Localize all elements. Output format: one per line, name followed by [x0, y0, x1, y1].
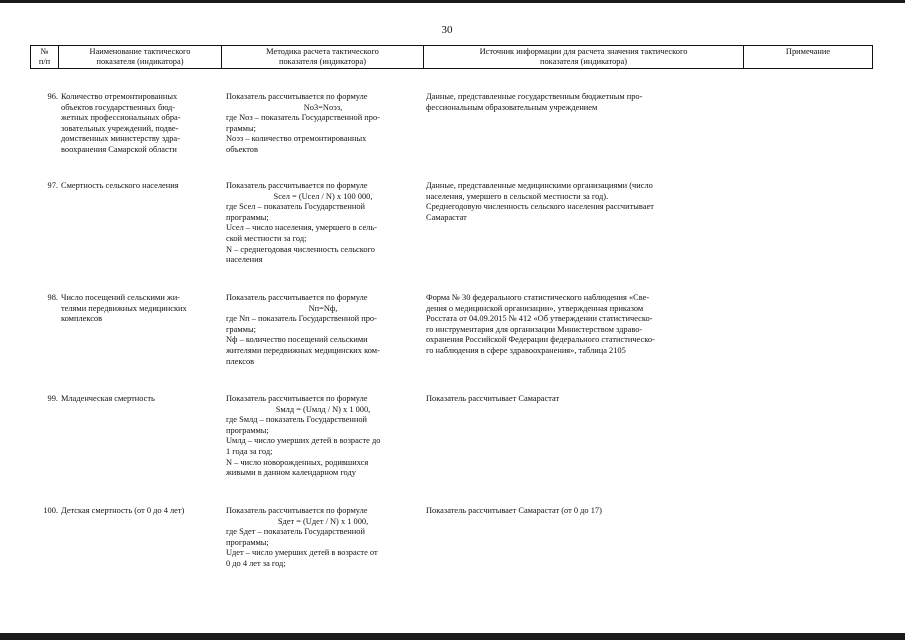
- text-line: 1 года за год;: [226, 446, 273, 456]
- header-text: Источник информации для расчета значения тактического: [479, 47, 688, 56]
- row-number: 100.: [43, 506, 58, 515]
- header-text: показателя (индикатора): [278, 57, 366, 66]
- text-line: Показатель рассчитывает Самарастат (от 0 до 17): [426, 506, 602, 515]
- page-number: 30: [441, 24, 453, 36]
- text-line: жителями передвижных медицинских ком-: [226, 345, 380, 355]
- text-line: Nоэз – количество отремонтированных: [226, 134, 367, 144]
- row-number: 97.: [47, 181, 58, 190]
- indicator-name: [61, 394, 223, 405]
- text-line: программы;: [226, 212, 269, 222]
- text-line: Росстата от 04.09.2015 № 412 «Об утверждении статистическо-: [426, 314, 653, 324]
- text-line: Среднегодовую численность сельского населения рассчитывает: [426, 202, 654, 212]
- text-line: Показатель рассчитывается по формуле: [226, 181, 368, 190]
- header-note-column: [744, 46, 872, 68]
- text-line: Показатель рассчитывает Самарастат: [426, 394, 560, 403]
- text-line: Nф – количество посещений сельскими: [226, 335, 368, 345]
- header-number-column: [31, 46, 59, 68]
- header-text: п/п: [38, 57, 51, 66]
- header-text: №: [40, 47, 49, 56]
- text-line: жетных профессиональных обра-: [61, 113, 181, 123]
- text-line: Данные, представленные медицинскими организациями (число: [426, 181, 653, 190]
- row-number: 99.: [47, 394, 58, 403]
- text-line: Показатель рассчитывается по формуле: [226, 506, 368, 515]
- text-line: где Nоз – показатель Государственной про-: [226, 113, 380, 123]
- text-line: населения, умершего в сельской местности за год).: [426, 191, 609, 201]
- row-number: 98.: [47, 293, 58, 302]
- information-source: [426, 293, 718, 357]
- indicator-name: [61, 293, 223, 325]
- text-line: где Nп – показатель Государственной про-: [226, 314, 377, 324]
- text-line: Младенческая смертность: [61, 394, 155, 403]
- information-source: [426, 506, 718, 517]
- text-line: где Sмлд – показатель Государственной: [226, 415, 368, 425]
- header-text: Методика расчета тактического: [266, 47, 379, 56]
- formula: Sмлд = (Uмлд / N) x 1 000,: [275, 404, 371, 414]
- calculation-method: [226, 181, 420, 266]
- bottom-border: [0, 633, 905, 640]
- text-line: Самарастат: [426, 212, 467, 222]
- text-line: программы;: [226, 537, 269, 547]
- indicator-name: [61, 181, 223, 192]
- text-line: Показатель рассчитывается по формуле: [226, 293, 368, 302]
- header-text: показателя (индикатора): [96, 57, 184, 66]
- text-line: Uдет – число умерших детей в возрасте от: [226, 548, 378, 558]
- information-source: [426, 92, 718, 113]
- text-line: Число посещений сельскими жи-: [61, 293, 180, 302]
- text-line: N – среднегодовая численность сельского: [226, 244, 375, 254]
- text-line: N – число новорожденных, родившихся: [226, 457, 369, 467]
- calculation-method: [226, 92, 420, 156]
- text-line: граммы;: [226, 324, 256, 334]
- text-line: комплексов: [61, 314, 103, 324]
- text-line: граммы;: [226, 123, 256, 133]
- text-line: объектов: [226, 144, 258, 154]
- text-line: домственных министерству здра-: [61, 134, 180, 144]
- text-line: дения о медицинской организации», утвержденная приказом: [426, 303, 644, 313]
- indicator-name: [61, 506, 223, 517]
- text-line: воохранения Самарской области: [61, 144, 177, 154]
- header-text: Наименование тактического: [89, 47, 191, 56]
- text-line: Смертность сельского населения: [61, 181, 179, 190]
- formula: Nо3=Nоэз,: [303, 102, 343, 112]
- text-line: Показатель рассчитывается по формуле: [226, 394, 368, 403]
- formula: Sсел = (Uсел / N) x 100 000,: [273, 191, 373, 201]
- header-source-column: [424, 46, 744, 68]
- header-method-column: [222, 46, 424, 68]
- header-text: показателя (индикатора): [539, 57, 627, 66]
- row-number: 96.: [47, 92, 58, 101]
- text-line: Детская смертность (от 0 до 4 лет): [61, 506, 185, 515]
- text-line: 0 до 4 лет за год;: [226, 558, 286, 568]
- formula: Sдет = (Uдет / N) x 1 000,: [277, 516, 369, 526]
- calculation-method: [226, 293, 420, 367]
- text-line: телями передвижных медицинских: [61, 303, 187, 313]
- text-line: зовательных учреждений, подве-: [61, 123, 179, 133]
- text-line: го инструментария для организации Министерством здраво-: [426, 324, 643, 334]
- text-line: фессиональным образовательным учреждением: [426, 102, 598, 112]
- text-line: где Sдет – показатель Государственной: [226, 527, 365, 537]
- table-header: [30, 45, 873, 69]
- text-line: Форма № 30 федерального статистического наблюдения «Све-: [426, 293, 650, 302]
- header-text: Примечание: [785, 47, 831, 56]
- text-line: охранения Российской Федерации федерального статистическо-: [426, 335, 655, 345]
- text-line: программы;: [226, 425, 269, 435]
- header-name-column: [59, 46, 222, 68]
- text-line: Количество отремонтированных: [61, 92, 178, 101]
- calculation-method: [226, 506, 420, 570]
- information-source: [426, 394, 718, 405]
- text-line: ской местности за год;: [226, 233, 307, 243]
- text-line: живыми в данном календарном году: [226, 468, 356, 478]
- text-line: плексов: [226, 356, 255, 366]
- information-source: [426, 181, 718, 223]
- text-line: населения: [226, 255, 263, 265]
- text-line: объектов государственных бюд-: [61, 102, 176, 112]
- text-line: Uмлд – число умерших детей в возрасте до: [226, 436, 381, 446]
- text-line: Данные, представленные государственным бюджетным про-: [426, 92, 643, 101]
- text-line: где Sсел – показатель Государственной: [226, 202, 366, 212]
- calculation-method: [226, 394, 420, 479]
- text-line: Uсел – число населения, умершего в сель-: [226, 223, 377, 233]
- top-border: [0, 0, 905, 3]
- text-line: го наблюдения в сфере здравоохранения», таблица 2105: [426, 345, 626, 355]
- indicator-name: [61, 92, 223, 156]
- text-line: Показатель рассчитывается по формуле: [226, 92, 368, 101]
- formula: Nп=Nф,: [308, 303, 338, 313]
